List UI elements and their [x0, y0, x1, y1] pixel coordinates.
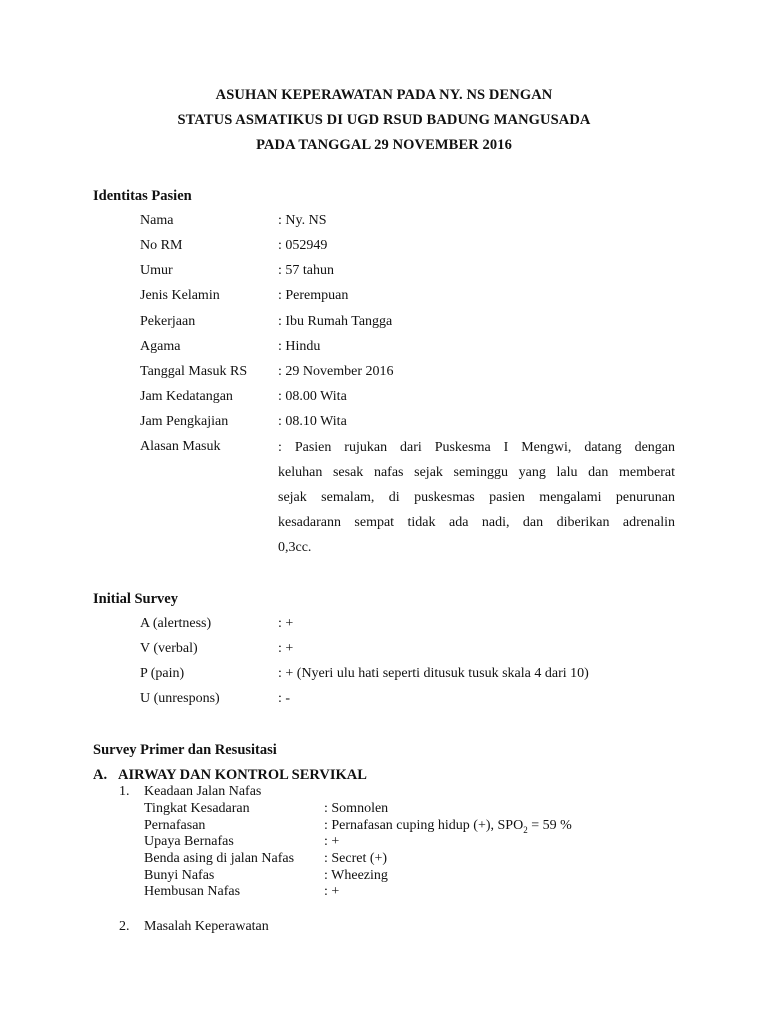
survey-label: P (pain)	[140, 666, 185, 681]
field-value: : 052949	[278, 238, 328, 253]
alasan-line: 0,3cc.	[278, 540, 312, 555]
field-value: : 29 November 2016	[278, 364, 394, 379]
field-value: : Ibu Rumah Tangga	[278, 314, 393, 329]
field-label: Jam Pengkajian	[140, 414, 229, 429]
airway-value-suffix: = 59 %	[527, 818, 572, 833]
field-label: Jam Kedatangan	[140, 389, 233, 404]
survey-value: : -	[278, 691, 291, 706]
section-a-mark: A.	[93, 767, 108, 783]
field-label: Nama	[140, 213, 174, 228]
survey-value: : +	[278, 616, 294, 631]
survey-label: V (verbal)	[140, 641, 198, 656]
survey-primer-heading: Survey Primer dan Resusitasi	[93, 742, 277, 758]
survey-label: U (unrespons)	[140, 691, 220, 706]
field-label: Jenis Kelamin	[140, 288, 220, 303]
alasan-label: Alasan Masuk	[140, 439, 221, 454]
airway-label: Benda asing di jalan Nafas	[144, 851, 295, 866]
airway-value: : Wheezing	[324, 868, 388, 883]
item-number: 2.	[119, 919, 130, 934]
field-label: Pekerjaan	[140, 314, 196, 329]
section-a-title: AIRWAY DAN KONTROL SERVIKAL	[118, 767, 367, 783]
airway-label: Bunyi Nafas	[144, 868, 215, 883]
airway-label: Upaya Bernafas	[144, 834, 234, 849]
airway-label: Pernafasan	[144, 818, 206, 833]
alasan-line: : Pasien rujukan dari Puskesma I Mengwi, datang dengan	[278, 440, 675, 455]
field-value: : 08.00 Wita	[278, 389, 347, 404]
item-title: Masalah Keperawatan	[144, 919, 269, 934]
airway-value: : +	[324, 834, 340, 849]
airway-label: Tingkat Kesadaran	[144, 801, 250, 816]
field-value: : 57 tahun	[278, 263, 334, 278]
airway-value-prefix: : Pernafasan cuping hidup (+), SPO	[324, 818, 524, 833]
field-value: : Ny. NS	[278, 213, 327, 228]
field-value: : Hindu	[278, 339, 321, 354]
title-line-2: STATUS ASMATIKUS DI UGD RSUD BADUNG MANGUSADA	[177, 112, 591, 128]
identitas-heading: Identitas Pasien	[93, 188, 192, 204]
airway-value: : +	[324, 884, 340, 899]
initial-survey-heading: Initial Survey	[93, 591, 178, 607]
airway-value	[324, 818, 572, 835]
alasan-line: sejak semalam, di puskesmas pasien mengalami penurunan	[278, 490, 675, 505]
item-title: Keadaan Jalan Nafas	[144, 784, 262, 799]
field-label: No RM	[140, 238, 183, 253]
alasan-paragraph	[278, 435, 675, 560]
airway-value: : Somnolen	[324, 801, 389, 816]
survey-value: : +	[278, 641, 294, 656]
field-value: : 08.10 Wita	[278, 414, 347, 429]
alasan-line: keluhan sesak nafas sejak seminggu yang lalu dan memberat	[278, 465, 675, 480]
survey-value: : + (Nyeri ulu hati seperti ditusuk tusuk skala 4 dari 10)	[278, 666, 589, 681]
airway-value: : Secret (+)	[324, 851, 388, 866]
item-number: 1.	[119, 784, 130, 799]
title-line-1: ASUHAN KEPERAWATAN PADA NY. NS DENGAN	[215, 87, 553, 103]
field-value: : Perempuan	[278, 288, 349, 303]
airway-label: Hembusan Nafas	[144, 884, 241, 899]
section-a-heading	[93, 767, 693, 785]
field-label: Agama	[140, 339, 181, 354]
field-label: Umur	[140, 263, 173, 278]
title-line-3: PADA TANGGAL 29 NOVEMBER 2016	[256, 137, 512, 153]
alasan-line: kesadarann sempat tidak ada nadi, dan diberikan adrenalin	[278, 515, 675, 530]
survey-label: A (alertness)	[140, 616, 212, 631]
field-label: Tanggal Masuk RS	[140, 364, 248, 379]
airway-value-subscript: 2	[523, 824, 528, 835]
